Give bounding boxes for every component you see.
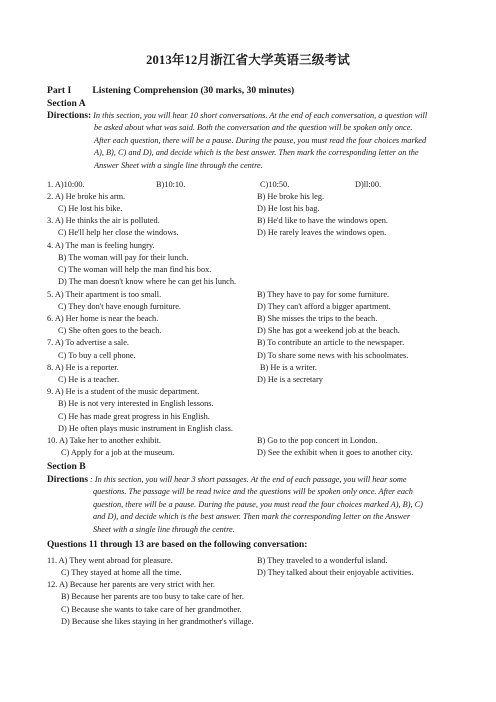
choice: C) He has made great progress in his English. — [58, 412, 210, 421]
choice: C) He is a teacher. — [58, 375, 120, 384]
directions-label: Directions: — [47, 111, 92, 121]
choice: 1. A)10:00. — [47, 180, 85, 189]
choice: D) To share some news with his schoolmates. — [257, 351, 409, 360]
choice: D) They talked about their enjoyable activities. — [257, 568, 414, 577]
choice: D)ll:00. — [355, 180, 382, 189]
directions-line: question, there will be a pause. During the pause, you must read the four choices marked A), B), C) — [93, 499, 423, 509]
choice: B) He'd like to have the windows open. — [257, 216, 388, 225]
choice: D) She has got a weekend job at the beach. — [257, 326, 400, 335]
choice: B) They have to pay for some furniture. — [257, 290, 390, 299]
choice: C) They stayed at home all the time. — [61, 568, 182, 577]
choice: D) They can't afford a bigger apartment. — [257, 302, 391, 311]
choice: 8. A) He is a reporter. — [47, 363, 119, 372]
directions-line: Directions : In this section, you will hear 3 short passages. At the end of each passage, you will hear some — [47, 475, 407, 485]
section-b-label: Section B — [47, 461, 86, 472]
directions-label: Directions — [47, 475, 88, 485]
choice: 6. A) Her home is near the beach. — [47, 314, 159, 323]
choice: B) Because her parents are too busy to take care of her. — [61, 592, 244, 601]
choice: C) He lost his bike. — [58, 204, 123, 213]
choice: D) See the exhibit when it goes to another city. — [257, 448, 413, 457]
choice: C) She often goes to the beach. — [58, 326, 162, 335]
choice: C) Because she wants to take care of her grandmother. — [61, 605, 242, 614]
choice: 4. A) The man is feeling hungry. — [47, 241, 155, 250]
directions-line: questions. The passage will be read twice and the questions will be spoken only once. After each — [93, 487, 413, 497]
choice: C) They don't have enough furniture. — [58, 302, 181, 311]
part-heading — [47, 85, 294, 96]
choice: D) Because she likes staying in her grandmother's village. — [61, 617, 254, 626]
choice: B) He broke his leg. — [257, 192, 325, 201]
choice: D) He rarely leaves the windows open. — [257, 228, 387, 237]
choice: 12. A) Because her parents are very strict with her. — [47, 580, 215, 589]
choice: D) He is a secretary — [257, 375, 323, 384]
directions-line: Answer Sheet with a single line through the centre. — [94, 160, 263, 170]
choice: 2. A) He broke his arm. — [47, 192, 126, 201]
directions-line: A), B), C) and D), and decide which is the best answer. Then mark the corresponding letter on the — [94, 148, 419, 158]
directions-line: Sheet with a single line through the centre. — [93, 524, 235, 534]
directions-line: Directions: In this section, you will hear 10 short conversations. At the end of each conversation, a question will — [47, 111, 428, 121]
directions-line: be asked about what was said. Both the conversation and the question will be spoken only once. — [94, 123, 413, 133]
choice: C) The woman will help the man find his box. — [58, 265, 212, 274]
choice: B) They traveled to a wonderful island. — [257, 556, 388, 565]
choice: B) She misses the trips to the beach. — [257, 314, 378, 323]
choice: 10. A) Take her to another exhibit. — [47, 436, 162, 445]
choice: 7. A) To advertise a sale. — [47, 338, 129, 347]
part-title: Listening Comprehension (30 marks, 30 minutes) — [92, 85, 295, 96]
choice: 11. A) They went abroad for pleasure. — [47, 556, 173, 565]
section-a-label: Section A — [47, 98, 86, 109]
section-b-directions — [47, 474, 449, 536]
choice: B) He is a writer. — [260, 363, 317, 372]
choice: D) He lost his bag. — [257, 204, 320, 213]
questions-group-heading: Questions 11 through 13 are based on the following conversation: — [47, 540, 308, 550]
choice: C)10:50. — [260, 180, 290, 189]
choice: B) Go to the pop concert in London. — [257, 436, 378, 445]
directions-line: and D), and decide which is the best answer. Then mark the corresponding letter on the Answer — [93, 512, 411, 522]
choice: B) To contribute an article to the newspaper. — [257, 338, 405, 347]
choice: B)10:10. — [156, 180, 186, 189]
section-a-directions — [47, 110, 449, 172]
choice: B) The woman will pay for their lunch. — [58, 253, 189, 262]
choice: 9. A) He is a student of the music department. — [47, 387, 200, 396]
choice: B) He is not very interested in English lessons. — [58, 399, 214, 408]
choice: C) Apply for a job at the museum. — [61, 448, 175, 457]
choice: C) To buy a cell phone. — [58, 351, 136, 360]
part-label: Part I — [47, 85, 72, 96]
choice: D) The man doesn't know where he can get his lunch. — [58, 277, 237, 286]
exam-title: 2013年12月浙江省大学英语三级考试 — [146, 53, 350, 67]
choice: D) He often plays music instrument in English class. — [58, 424, 233, 433]
choice: C) He'll help her close the windows. — [58, 228, 179, 237]
choice: 5. A) Their apartment is too small. — [47, 290, 162, 299]
directions-line: After each question, there will be a pause. During the pause, you must read the four choices marked — [94, 135, 427, 145]
choice: 3. A) He thinks the air is polluted. — [47, 216, 160, 225]
